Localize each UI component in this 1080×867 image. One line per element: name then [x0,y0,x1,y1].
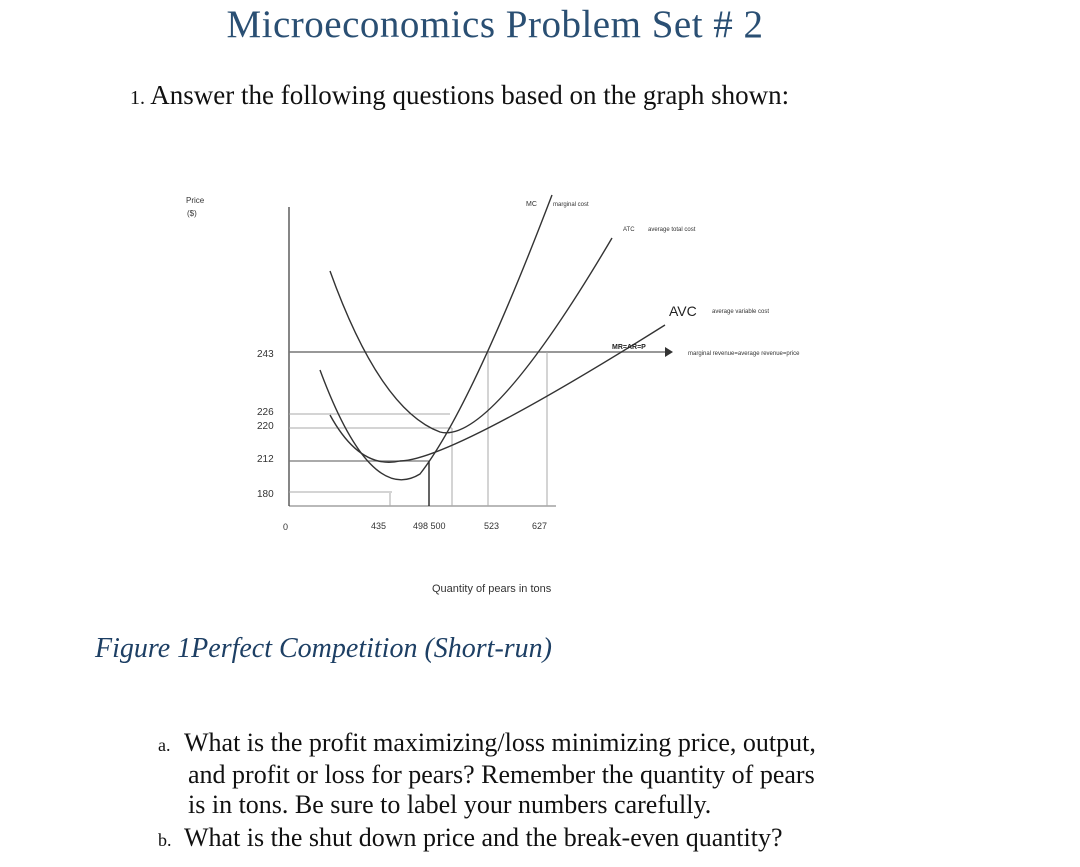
atc-label: ATC [623,227,635,233]
x-tick-523: 523 [484,521,500,531]
subquestion-line: What is the shut down price and the break-even quantity? [184,823,783,852]
subquestion-line: is in tons. Be sure to label your numbers carefully. [188,790,712,819]
mr-name: marginal revenue=average revenue=price [688,351,800,357]
origin-label: 0 [283,522,289,532]
y-tick-212: 212 [257,454,274,465]
atc-name: average total cost [648,227,696,233]
figure-caption: Figure 1Perfect Competition (Short-run) [95,633,552,664]
y-axis-label: Price [186,196,205,205]
x-tick-627: 627 [532,521,548,531]
subquestion-b [158,823,783,855]
subquestion-line: What is the profit maximizing/loss minimizing price, output, [184,728,816,757]
subquestion-letter: a. [158,735,171,755]
avc-label: AVC [669,303,697,319]
mc-name: marginal cost [553,202,589,208]
x-tick-435: 435 [371,521,387,531]
y-tick-180: 180 [257,489,274,500]
mr-arrow-icon [665,347,673,357]
atc-curve [330,238,612,433]
page-title: Microeconomics Problem Set # 2 [226,3,764,46]
subquestion-letter: b. [158,830,172,850]
mr-label: MR=AR=P [612,344,646,351]
x-tick-498-500: 498 500 [413,521,446,531]
y-axis-unit: ($) [187,209,197,218]
y-tick-226: 226 [257,407,274,418]
y-tick-243: 243 [257,349,274,360]
mc-curve [320,195,552,480]
question-text: Answer the following questions based on the graph shown: [150,80,790,110]
x-axis-label: Quantity of pears in tons [432,583,552,595]
subquestion-a [158,728,816,820]
question-number: 1. [130,87,145,109]
subquestion-line: and profit or loss for pears? Remember the quantity of pears [188,760,815,789]
y-tick-220: 220 [257,421,274,432]
avc-name: average variable cost [712,309,770,315]
mc-label: MC [526,201,537,208]
